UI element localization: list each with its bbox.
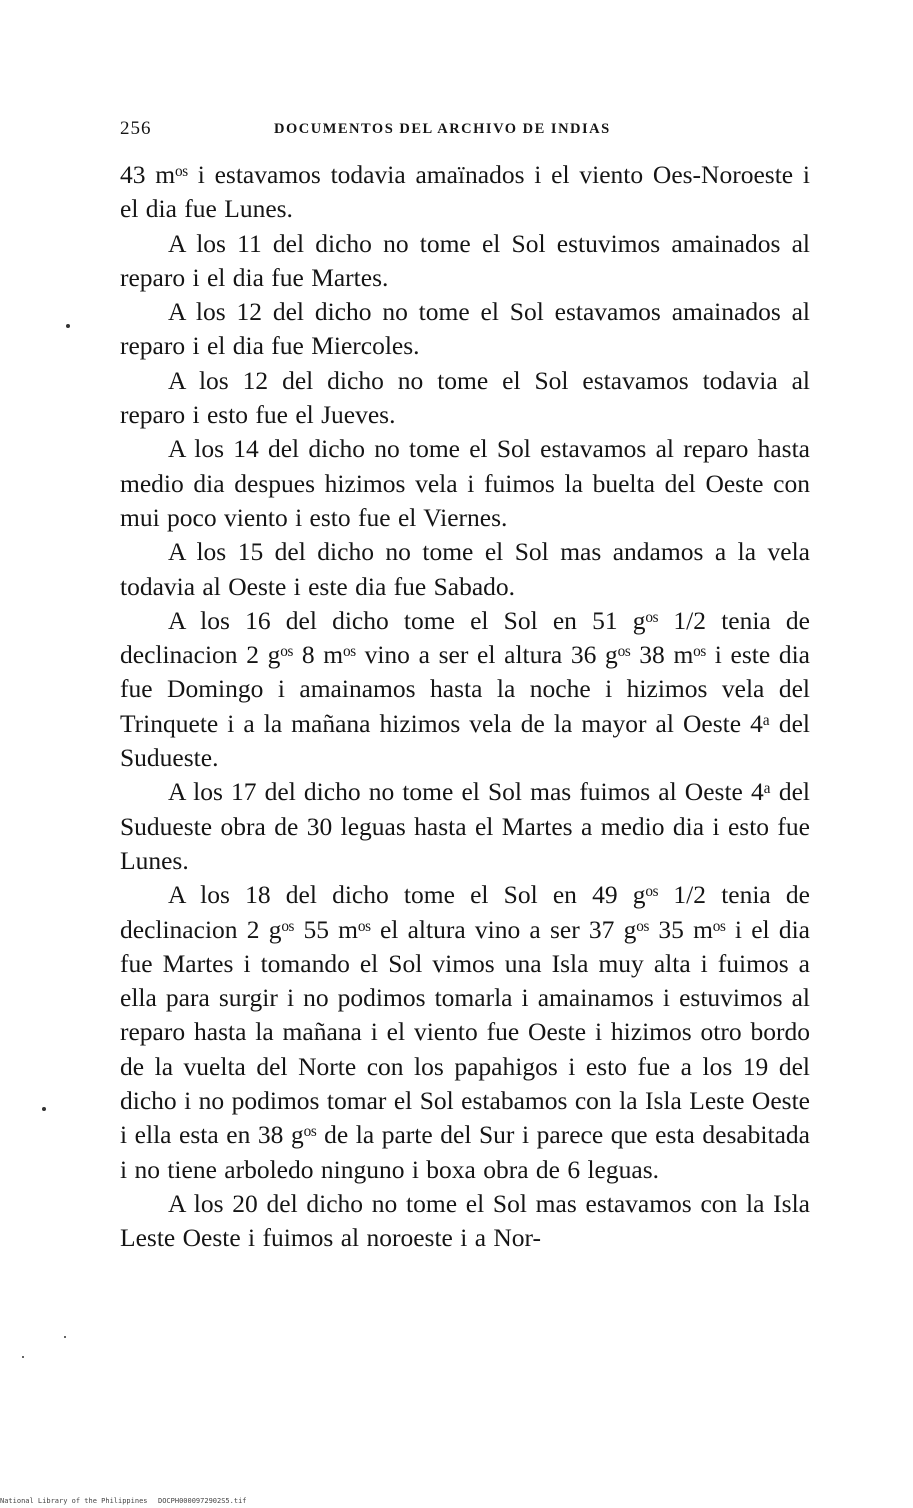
paragraph: A los 12 del dicho no tome el Sol estavamos todavia al reparo i esto fue el Jueves. xyxy=(120,365,810,430)
scan-speck xyxy=(22,1356,24,1358)
body-text xyxy=(120,158,810,1256)
paragraph: 43 mᵒˢ i estavamos todavia amaïnados i el viento Oes-Noroeste i el dia fue Lunes. xyxy=(120,160,810,224)
page-header xyxy=(120,118,810,148)
running-title: DOCUMENTOS DEL ARCHIVO DE INDIAS xyxy=(274,121,611,137)
scan-speck xyxy=(42,1107,46,1111)
scan-speck xyxy=(64,1336,66,1338)
paragraph: A los 16 del dicho tome el Sol en 51 gᵒˢ 1/2 tenia de declinacion 2 gᵒˢ 8 mᵒˢ vino a ser el altura 36 gᵒˢ 38 mᵒˢ i este dia fue Domingo i amainamos hasta la noche i hizimos vela del Trinquete i a la mañana hizimos vela de la mayor al Oeste 4ᵃ del Sudueste. xyxy=(120,605,810,773)
footer-file: DOCPH0000972902S5.tif xyxy=(158,1497,247,1505)
paragraph: A los 12 del dicho no tome el Sol estavamos amainados al reparo i el dia fue Miercoles. xyxy=(120,297,810,361)
paragraph: A los 15 del dicho no tome el Sol mas andamos a la vela todavia al Oeste i este dia fue Sabado. xyxy=(120,537,810,601)
page-number: 256 xyxy=(120,118,152,139)
paragraph: A los 18 del dicho tome el Sol en 49 gᵒˢ 1/2 tenia de declinacion 2 gᵒˢ 55 mᵒˢ el altura vino a ser 37 gᵒˢ 35 mᵒˢ i el dia fue Martes i tomando el Sol vimos una Isla muy alta i fuimos a ella para surgir i no podimos tomarla i amainamos i estuvimos al reparo hasta la mañana i el viento fue Oeste i hizimos otro bordo de la vuelta del Norte con los papahigos i esto fue a los 19 del dicho i no podimos tomar el Sol estabamos con la Isla Leste Oeste i ella esta en 38 gᵒˢ de la parte del Sur i parece que esta desabitada i no tiene arboledo ninguno i boxa obra de 6 leguas. xyxy=(120,880,810,1184)
paragraph: A los 14 del dicho no tome el Sol estavamos al reparo hasta medio dia despues hizimos vela i fuimos la buelta del Oeste con mui poco viento i esto fue el Viernes. xyxy=(120,434,810,532)
paragraph: A los 17 del dicho no tome el Sol mas fuimos al Oeste 4ᵃ del Sudueste obra de 30 leguas hasta el Martes a medio dia i esto fue Lunes. xyxy=(120,777,810,875)
scan-speck xyxy=(66,324,70,328)
paragraph: A los 11 del dicho no tome el Sol estuvimos amainados al reparo i el dia fue Martes. xyxy=(120,228,810,292)
footer-library: National Library of the Philippines xyxy=(0,1497,148,1505)
paragraph: A los 20 del dicho no tome el Sol mas estavamos con la Isla Leste Oeste i fuimos al noroeste i a Nor- xyxy=(120,1188,810,1253)
